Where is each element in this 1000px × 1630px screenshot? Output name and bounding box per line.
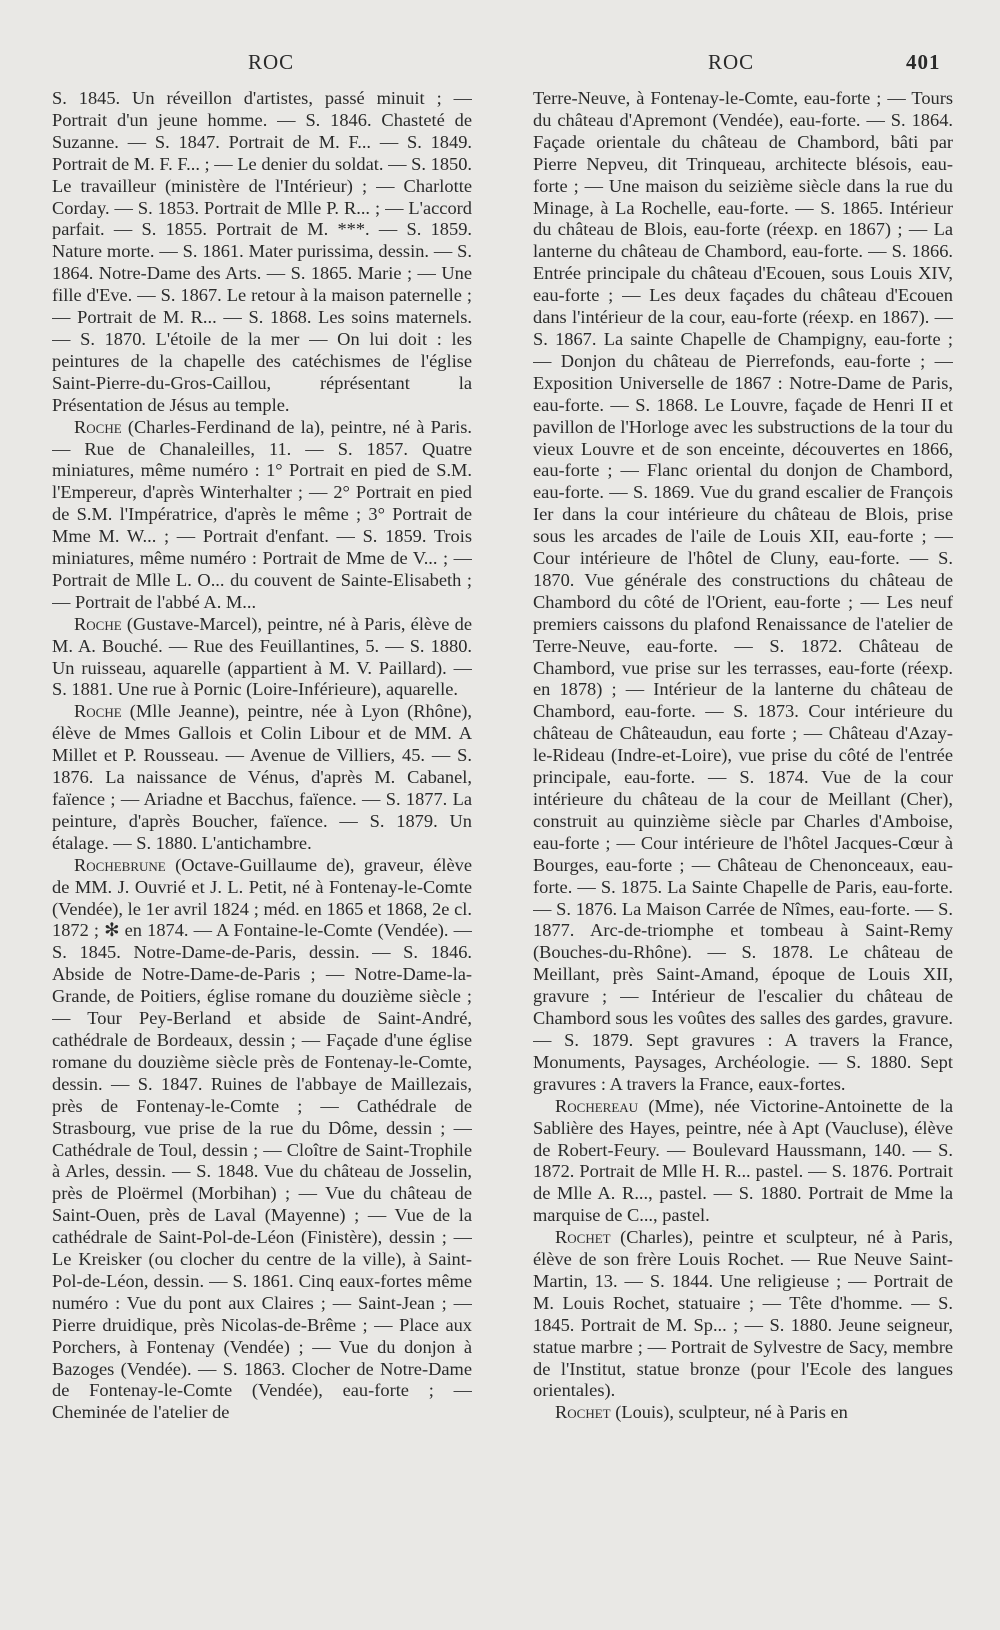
- entry-name: Rochereau: [555, 1095, 639, 1116]
- paragraph: S. 1845. Un réveillon d'artistes, passé minuit ; — Portrait d'un jeune homme. — S. 1846. Chasteté de Suzanne. — S. 1847. Portrait de M. F... — S. 1849. Portrait de M. F. F... ; — Le denier du soldat. — S. 1850. Le travailleur (ministère de l'Intérieur) ; — Charlotte Corday. — S. 1853. Portrait de Mlle P. R... ; — L'accord parfait. — S. 1855. Portrait de M. ***. — S. 1859. Nature morte. — S. 1861. Mater purissima, dessin. — S. 1864. Notre-Dame des Arts. — S. 1865. Marie ; — Une fille d'Eve. — S. 1867. Le retour à la maison paternelle ; — Portrait de M. R... — S. 1868. Les soins maternels. — S. 1870. L'étoile de la mer — On lui doit : les peintures de la chapelle des catéchismes de l'église Saint-Pierre-du-Gros-Caillou, réprésentant la Présentation de Jésus au temple.: [52, 88, 472, 415]
- entry-text: (Octave-Guillaume de), graveur, élève de MM. J. Ouvrié et J. L. Petit, né à Fontenay-le-Comte (Vendée), le 1er avril 1824 ; méd. en 1865 et 1868, 2e cl. 1872 ; ✻ en 1874. — A Fontaine-le-Comte (Vendée). — S. 1845. Notre-Dame-de-Paris, dessin. — S. 1846. Abside de Notre-Dame-de-Paris ; — Notre-Dame-la-Grande, de Poitiers, église romane du douzième siècle ; — Tour Pey-Berland et abside de Saint-André, cathédrale de Bordeaux, dessin ; — Façade d'une église romane du douzième siècle près de Fontenay-le-Comte, dessin. — S. 1847. Ruines de l'abbaye de Maillezais, près de Fontenay-le-Comte ; — Cathédrale de Strasbourg, vue prise de la rue du Dôme, dessin ; — Cathédrale de Toul, dessin ; — Cloître de Saint-Trophile à Arles, dessin. — S. 1848. Vue du château de Josselin, près de Ploërmel (Morbihan) ; — Vue du château de Saint-Ouen, près de Laval (Mayenne) ; — Vue de la cathédrale de Saint-Pol-de-Léon (Finistère), dessin ; — Le Kreisker (ou clocher du centre de la ville), à Saint-Pol-de-Léon, dessin. — S. 1861. Cinq eaux-fortes même numéro : Vue du pont aux Claires ; — Saint-Jean ; — Pierre druidique, près Nicolas-de-Brême ; — Place aux Porchers, à Fontenay (Vendée) ; — Vue du donjon à Bazoges (Vendée). — S. 1863. Clocher de Notre-Dame de Fontenay-le-Comte (Vendée), eau-forte ; — Cheminée de l'atelier de: [52, 854, 472, 1423]
- entry-roche-charles-ferdinand: [52, 417, 472, 614]
- entry-text: (Charles-Ferdinand de la), peintre, né à Paris. — Rue de Chanaleilles, 11. — S. 1857. Quatre miniatures, même numéro : 1° Portrait en pied de S.M. l'Empereur, d'après Winterhalter ; — 2° Portrait en pied de S.M. l'Impératrice, d'après le même ; 3° Portrait de Mme M. W... ; — Portrait d'enfant. — S. 1859. Trois miniatures, même numéro : Portrait de Mme de V... ; — Portrait de Mlle L. O... du couvent de Sainte-Elisabeth ; — Portrait de l'abbé A. M...: [52, 416, 472, 612]
- entry-rochet-louis: [533, 1402, 953, 1424]
- running-head-left: ROC: [248, 50, 295, 74]
- entry-text: (Mlle Jeanne), peintre, née à Lyon (Rhône), élève de Mmes Gallois et Colin Libour et de MM. A Millet et P. Rousseau. — Avenue de Villiers, 45. — S. 1876. La naissance de Vénus, d'après M. Cabanel, faïence ; — Ariadne et Bacchus, faïence. — S. 1877. La peinture, d'après Boucher, faïence. — S. 1879. Un étalage. — S. 1880. L'antichambre.: [52, 701, 472, 853]
- entry-rochebrune: [52, 855, 472, 1425]
- page-number: 401: [906, 50, 941, 74]
- entry-text: (Gustave-Marcel), peintre, né à Paris, élève de M. A. Bouché. — Rue des Feuillantines, 5. — S. 1880. Un ruisseau, aquarelle (appartient à M. V. Paillard). — S. 1881. Une rue à Pornic (Loire-Inférieure), aquarelle.: [52, 613, 472, 700]
- entry-name: Rochet: [555, 1402, 611, 1423]
- entry-rochet-charles: [533, 1227, 953, 1402]
- entry-name: Rochebrune: [74, 854, 166, 875]
- entry-rochereau: [533, 1096, 953, 1227]
- running-head-right: ROC: [708, 50, 755, 74]
- entry-roche-jeanne: [52, 701, 472, 854]
- entry-text: (Louis), sculpteur, né à Paris en: [610, 1402, 848, 1423]
- entry-name: Roche: [74, 701, 122, 722]
- entry-name: Rochet: [555, 1227, 611, 1248]
- left-column: [52, 88, 472, 1618]
- entry-text: (Charles), peintre et sculpteur, né à Paris, élève de son frère Louis Rochet. — Rue Neuve Saint-Martin, 13. — S. 1844. Une religieuse ; — Portrait de M. Louis Rochet, statuaire ; — Tête d'homme. — S. 1845. Portrait de M. Sp... ; — S. 1880. Jeune seigneur, statue marbre ; — Portrait de Sylvestre de Sacy, membre de l'Institut, statue bronze (pour l'Ecole des langues orientales).: [533, 1227, 953, 1401]
- entry-roche-gustave-marcel: [52, 614, 472, 702]
- entry-name: Roche: [74, 416, 122, 437]
- entry-name: Roche: [74, 613, 122, 634]
- paragraph: Terre-Neuve, à Fontenay-le-Comte, eau-forte ; — Tours du château d'Apremont (Vendée), eau-forte. — S. 1864. Façade orientale du château de Chambord, bâti par Pierre Nepveu, dit Trinqueau, architecte blésois, eau-forte ; — Une maison du seizième siècle dans la rue du Minage, à La Rochelle, eau-forte. — S. 1865. Intérieur du château de Blois, eau-forte (réexp. en 1867) ; — La lanterne du château de Chambord, eau-forte. — S. 1866. Entrée principale du château d'Ecouen, sous Louis XIV, eau-forte ; — Les deux façades du château d'Ecouen dans l'intérieur de la cour, eau-forte (réexp. en 1867). — S. 1867. La sainte Chapelle de Champigny, eau-forte ; — Donjon du château de Pierrefonds, eau-forte ; — Exposition Universelle de 1867 : Notre-Dame de Paris, eau-forte. — S. 1868. Le Louvre, façade de Henri II et pavillon de l'Horloge avec les substructions de la tour du vieux Louvre et de son enceinte, découvertes en 1866, eau-forte ; — Flanc oriental du donjon de Chambord, eau-forte. — S. 1869. Vue du grand escalier de François Ier dans la cour intérieure du château de Blois, prise sous les arcades de l'aile de Louis XII, eau-forte ; — Cour intérieure de l'hôtel de Cluny, eau-forte. — S. 1870. Vue générale des constructions du château de Chambord du côté de l'Orient, eau-forte ; — Les neuf premiers caissons du plafond Renaissance de l'atelier de Terre-Neuve, eau-forte. — S. 1872. Château de Chambord, vue prise sur les terrasses, eau-forte (réexp. en 1878) ; — Intérieur de la lanterne du château de Chambord, eau-forte. — S. 1873. Cour intérieure du château de Châteaudun, eau forte ; — Château d'Azay-le-Rideau (Indre-et-Loire), vue prise du côté de l'entrée principale, eau-forte. — S. 1874. Vue de la cour intérieure du château de la cour de Meillant (Cher), construit au quinzième siècle par Charles d'Amboise, eau-forte ; — Cour intérieure de l'hôtel Jacques-Cœur à Bourges, eau-forte ; — Château de Chenonceaux, eau-forte. — S. 1875. La Sainte Chapelle de Paris, eau-forte. — S. 1876. La Maison Carrée de Nîmes, eau-forte. — S. 1877. Arc-de-triomphe et tombeau à Saint-Remy (Bouches-du-Rhône). — S. 1878. Le château de Meillant, près Saint-Amand, époque de Louis XII, gravure ; — Intérieur de l'escalier du château de Chambord sous les voûtes des salles des gardes, gravure. — S. 1879. Sept gravures : A travers la France, Monuments, Paysages, Archéologie. — S. 1880. Sept gravures : A travers la France, eaux-fortes.: [533, 88, 953, 1094]
- entry-text: (Mme), née Victorine-Antoinette de la Sablière des Hayes, peintre, née à Apt (Vaucluse), élève de Robert-Feury. — Boulevard Haussmann, 140. — S. 1872. Portrait de Mlle H. R... pastel. — S. 1876. Portrait de Mlle A. R..., pastel. — S. 1880. Portrait de Mme la marquise de C..., pastel.: [533, 1095, 953, 1226]
- right-column: [533, 88, 953, 1618]
